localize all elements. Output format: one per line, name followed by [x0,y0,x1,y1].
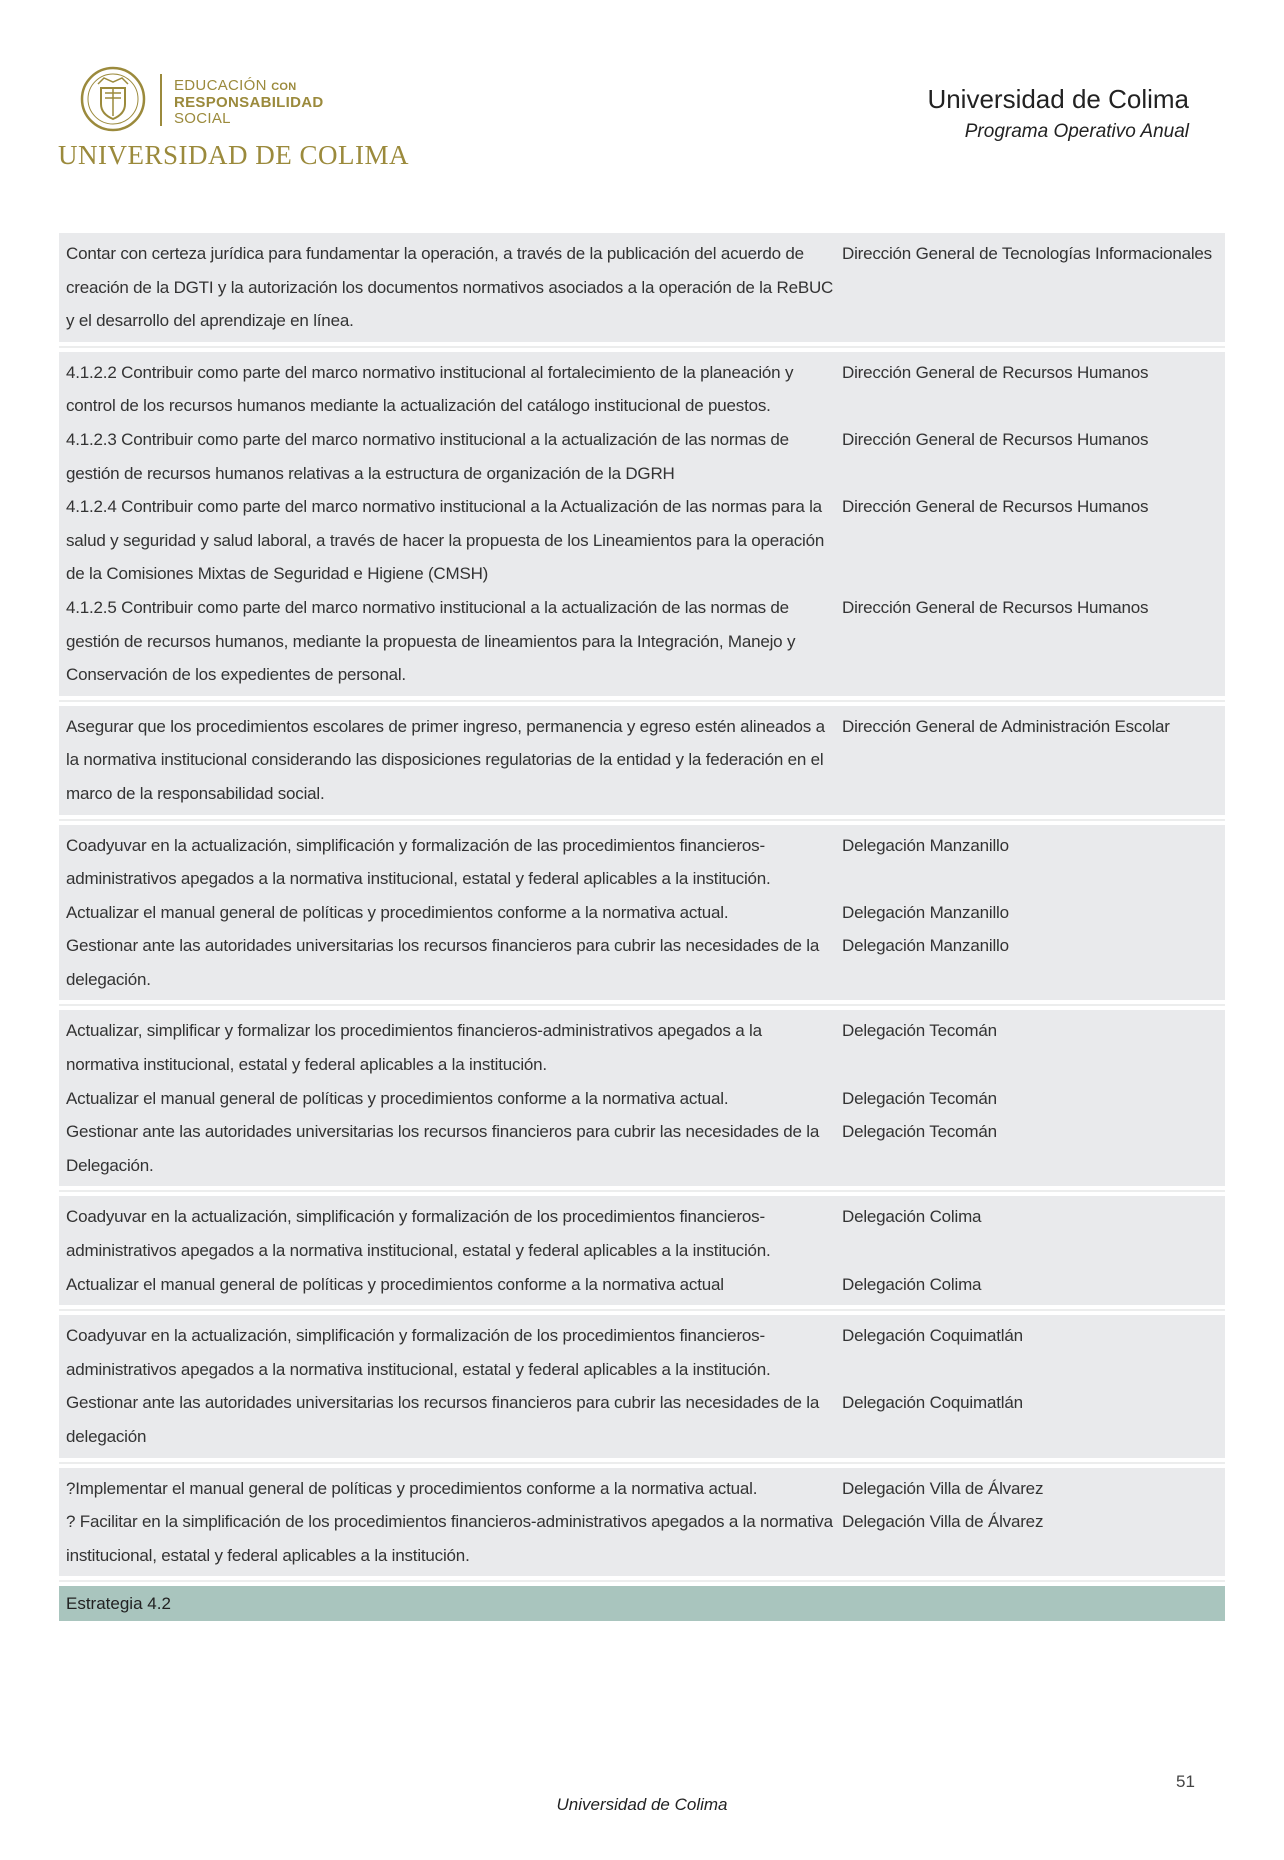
table-row [59,929,1225,996]
row-responsible: Dirección General de Tecnologías Informacionales [842,244,1212,263]
table-group [59,1196,1225,1305]
row-responsible: Dirección General de Recursos Humanos [842,597,1149,617]
table-row [59,1319,1225,1386]
table-row [59,591,1225,692]
table-group [59,1315,1225,1457]
table-row [59,1082,1225,1116]
table-row [59,1505,1225,1572]
row-responsible: Delegación Villa de Álvarez [842,1512,1044,1532]
row-description: Gestionar ante las autoridades universitarias los recursos financieros para cubrir las necesidades de la Delegación. [66,1122,820,1175]
row-description: Actualizar, simplificar y formalizar los procedimientos financieros-administrativos apegados a la normativa institucional, estatal y federal aplicables a la institución. [66,1021,762,1075]
university-seal-icon [80,66,146,132]
row-description: Asegurar que los procedimientos escolares de primer ingreso, permanencia y egreso estén alineados a la normativa institucional considerando las disposiciones regulatorias de la entidad y la federación en el marco de la responsabilidad social. [66,716,825,803]
logo-tagline [174,78,324,127]
logo-divider [160,74,162,126]
logo-university-name: UNIVERSIDAD DE COLIMA [58,140,409,170]
table-group [59,352,1225,696]
header-subtitle: Programa Operativo Anual [964,121,1189,142]
table-row [59,490,1225,591]
strategy-heading: Estrategia 4.2 [59,1586,1225,1621]
table-group [59,233,1225,342]
row-responsible: Delegación Manzanillo [842,902,1009,922]
row-description: Actualizar el manual general de políticas y procedimientos conforme a la normativa actual. [66,902,729,922]
page-header [0,0,1284,200]
table-group [59,825,1225,1001]
table-row [59,356,1225,423]
header-title: Universidad de Colima [927,84,1189,114]
row-responsible: Dirección General de Recursos Humanos [842,497,1149,517]
table-row [59,1472,1225,1506]
row-description: Actualizar el manual general de políticas y procedimientos conforme a la normativa actual. [66,1088,729,1108]
row-responsible: Delegación Tecomán [842,1021,997,1041]
row-description: 4.1.2.2 Contribuir como parte del marco normativo institucional al fortalecimiento de la planeación y control de los recursos humanos mediante la actualización del catálogo institucional de puestos. [66,362,794,416]
row-responsible: Delegación Tecomán [842,1088,997,1108]
row-responsible: Dirección General de Recursos Humanos [842,362,1149,382]
row-responsible: Delegación Villa de Álvarez [842,1478,1044,1498]
table-row [59,1386,1225,1453]
row-description: Coadyuvar en la actualización, simplificación y formalización de los procedimientos financieros-administrativos apegados a la normativa institucional, estatal y federal aplicables a la institución. [66,1207,771,1261]
row-description: Gestionar ante las autoridades universitarias los recursos financieros para cubrir las necesidades de la delegación. [66,936,820,989]
table-row [59,1200,1225,1267]
row-responsible: Delegación Coquimatlán [842,1393,1023,1413]
row-responsible: Delegación Colima [842,1207,982,1227]
tagline-con: CON [271,81,297,93]
row-description: Coadyuvar en la actualización, simplificación y formalización de las procedimientos financieros-administrativos apegados a la normativa institucional, estatal y federal aplicables a la institución. [66,835,771,889]
table-row [59,710,1225,811]
row-responsible: Delegación Tecomán [842,1122,997,1142]
table-row [59,1268,1225,1302]
row-description: 4.1.2.4 Contribuir como parte del marco normativo institucional a la Actualización de las normas para la salud y seguridad y salud laboral, a través de hacer la propuesta de los Lineamientos para la operación de la Comisiones Mixtas de Seguridad e Higiene (CMSH) [66,497,825,584]
tagline-education: EDUCACIÓN [174,77,267,94]
tagline-social: SOCIAL [174,110,231,127]
row-description: 4.1.2.5 Contribuir como parte del marco normativo institucional a la actualización de las normas de gestión de recursos humanos, mediante la propuesta de lineamientos para la Integración, Manejo y Conservación de los expedientes de personal. [66,597,796,685]
table-group [59,706,1225,815]
row-responsible: Dirección General de Administración Escolar [842,716,1170,736]
table-row [59,1115,1225,1182]
table-row [59,423,1225,490]
row-description: Coadyuvar en la actualización, simplificación y formalización de los procedimientos financieros-administrativos apegados a la normativa institucional, estatal y federal aplicables a la institución. [66,1326,771,1379]
actions-table [59,233,1225,1621]
row-responsible: Dirección General de Recursos Humanos [842,429,1149,449]
row-responsible: Delegación Manzanillo [842,835,1009,855]
row-responsible: Delegación Coquimatlán [842,1326,1023,1346]
row-description: 4.1.2.3 Contribuir como parte del marco normativo institucional a la actualización de las normas de gestión de recursos humanos relativas a la estructura de organización de la DGRH [66,429,789,483]
table-row [59,896,1225,930]
page-number: 51 [1176,1772,1195,1791]
table-group [59,1010,1225,1186]
row-description: Actualizar el manual general de políticas y procedimientos conforme a la normativa actual [66,1274,724,1294]
table-group [59,1468,1225,1577]
row-responsible: Delegación Manzanillo [842,936,1009,956]
row-responsible: Delegación Colima [842,1274,982,1294]
row-description: ?Implementar el manual general de políticas y procedimientos conforme a la normativa actual. [66,1478,758,1498]
row-description: Contar con certeza jurídica para fundamentar la operación, a través de la publicación del acuerdo de creación de la DGTI y la autorización los documentos normativos asociados a la operación de la ReBUC y el desarrollo del aprendizaje en línea. [66,244,834,331]
row-description: Gestionar ante las autoridades universitarias los recursos financieros para cubrir las necesidades de la delegación [66,1393,820,1446]
page-footer: Universidad de Colima [556,1795,728,1814]
tagline-responsabilidad: RESPONSABILIDAD [174,94,324,111]
table-row [59,1014,1225,1081]
row-description: ? Facilitar en la simplificación de los procedimientos financieros-administrativos apegados a la normativa institucional, estatal y federal aplicables a la institución. [66,1512,833,1565]
table-row [59,237,1225,338]
table-row [59,829,1225,896]
university-logo [58,66,409,172]
